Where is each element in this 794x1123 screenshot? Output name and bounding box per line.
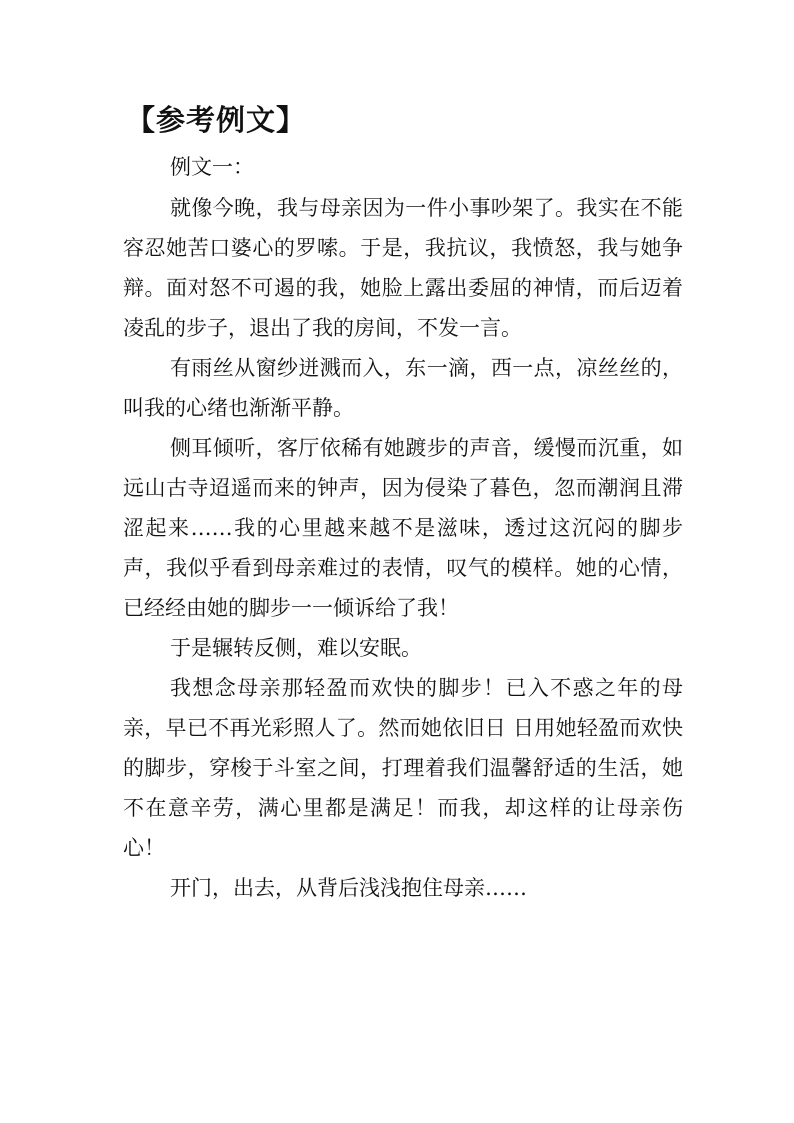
example-subheading: 例文一： [170, 155, 254, 179]
essay-body [123, 188, 683, 908]
paragraph-2: 有雨丝从窗纱迸溅而入，东一滴，西一点，凉丝丝的，叫我的心绪也渐渐平静。 [123, 356, 683, 420]
paragraph-3: 侧耳倾听，客厅依稀有她踱步的声音，缓慢而沉重，如远山古寺迢遥而来的钟声，因为侵染了暮色，忽而潮润且滞涩起来……我的心里越来越不是滋味，透过这沉闷的脚步声，我似乎看到母亲难过的表情，叹气的模样。她的心情，已经经由她的脚步一一倾诉给了我！ [123, 436, 683, 620]
section-heading: 【参考例文】 [126, 103, 307, 137]
paragraph-6: 开门，出去，从背后浅浅抱住母亲…… [170, 876, 527, 900]
paragraph-4: 于是辗转反侧，难以安眠。 [170, 636, 422, 660]
paragraph-1: 就像今晚，我与母亲因为一件小事吵架了。我实在不能容忍她苦口婆心的罗嗦。于是，我抗议，我愤怒，我与她争辩。面对怒不可遏的我，她脸上露出委屈的神情，而后迈着凌乱的步子，退出了我的房间，不发一言。 [123, 196, 683, 340]
paragraph-5: 我想念母亲那轻盈而欢快的脚步！已入不惑之年的母亲，早已不再光彩照人了。然而她依旧日 日用她轻盈而欢快的脚步，穿梭于斗室之间，打理着我们温馨舒适的生活，她不在意辛劳，满心里都是满足！而我，却这样的让母亲伤心！ [123, 676, 683, 860]
